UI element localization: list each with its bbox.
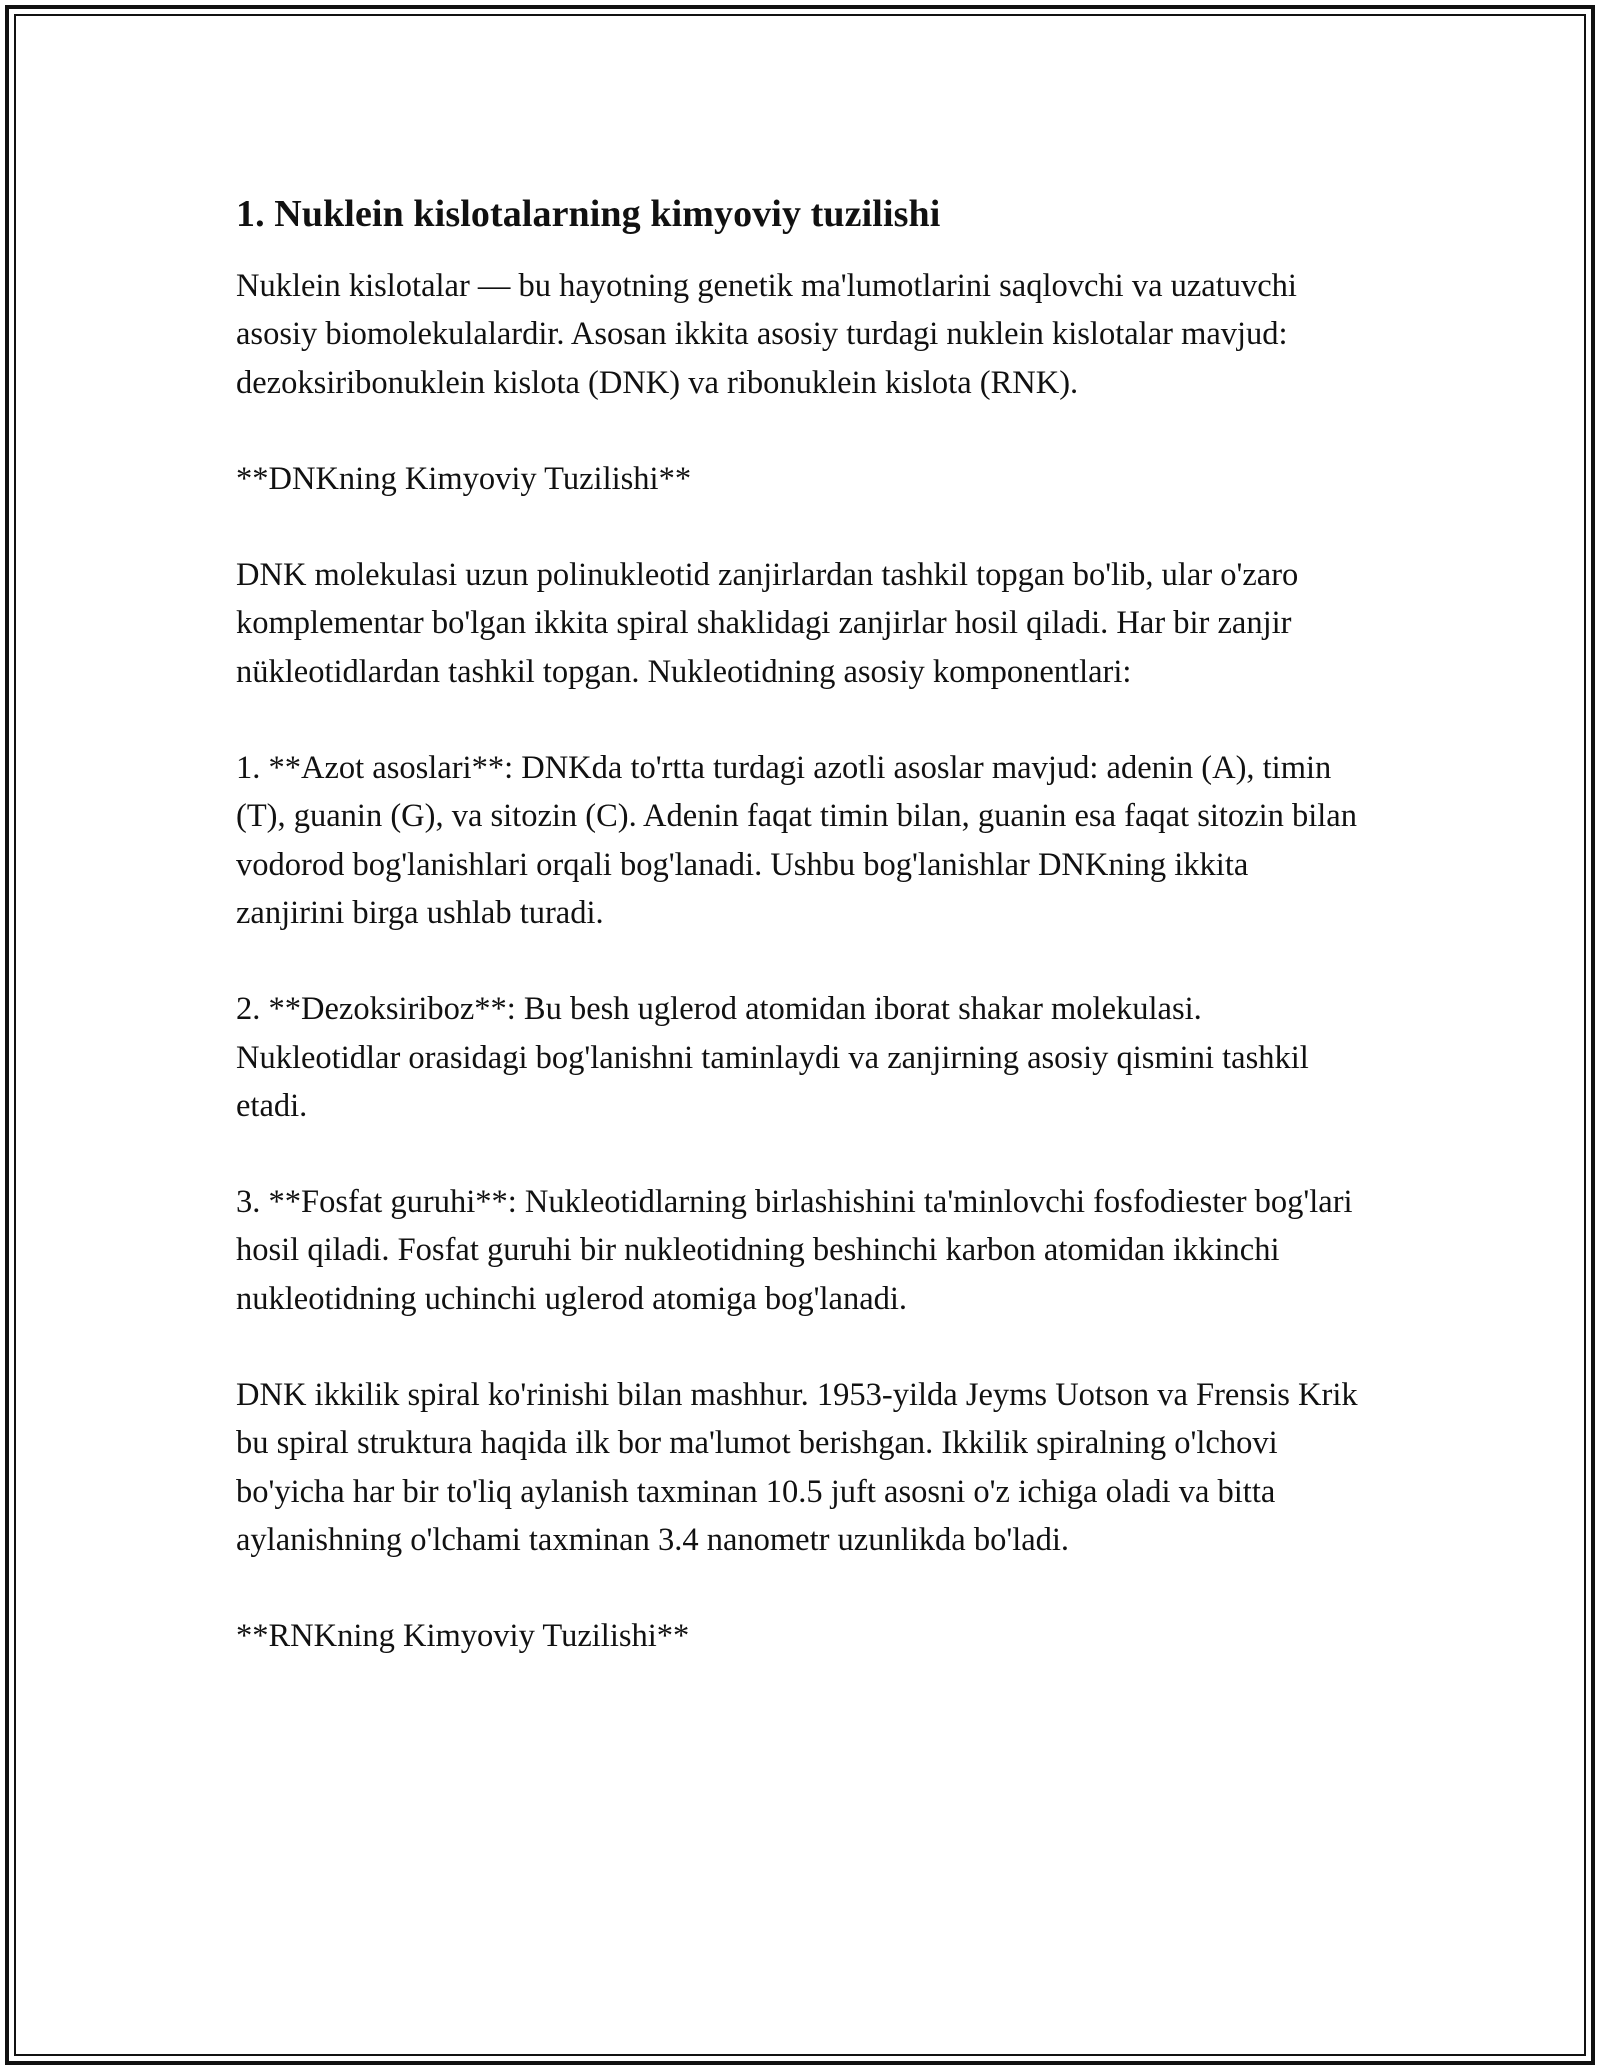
list-item-nitrogen-bases: 1. **Azot asoslari**: DNKda to'rtta turdagi azotli asoslar mavjud: adenin (A), timin (T), guanin (G), va sitozin (C). Adenin faqat timin bilan, guanin esa faqat sitozin bilan vodorod bog'lanishlari orqali bog'lanadi. Ushbu bog'lanishlar DNKning ikkita zanjirini birga ushlab turadi. bbox=[236, 750, 1357, 931]
section-title: 1. Nuklein kislotalarning kimyoviy tuzilishi bbox=[236, 193, 941, 235]
subheading-dnk: **DNKning Kimyoviy Tuzilishi** bbox=[236, 460, 692, 497]
paragraph-double-helix: DNK ikkilik spiral ko'rinishi bilan mashhur. 1953-yilda Jeyms Uotson va Frensis Krik bu spiral struktura haqida ilk bor ma'lumot berishgan. Ikkilik spiralning o'lchovi bo'yicha har bir to'liq aylanish taxminan 10.5 juft asosni o'z ichiga oladi va bitta aylanishning o'lchami taxminan 3.4 nanometr uzunlikda bo'ladi. bbox=[236, 1377, 1358, 1558]
subheading-rnk: **RNKning Kimyoviy Tuzilishi** bbox=[236, 1618, 690, 1655]
list-item-phosphate-group: 3. **Fosfat guruhi**: Nukleotidlarning birlashishini ta'minlovchi fosfodiester bog'lari hosil qiladi. Fosfat guruhi bir nukleotidning beshinchi karbon atomidan ikkinchi nukleotidning uchinchi uglerod atomiga bog'lanadi. bbox=[236, 1184, 1353, 1317]
paragraph-dnk-structure: DNK molekulasi uzun polinukleotid zanjirlardan tashkil topgan bo'lib, ular o'zaro komplementar bo'lgan ikkita spiral shaklidagi zanjirlar hosil qiladi. Har bir zanjir nükleotidlardan tashkil topgan. Nukleotidning asosiy komponentlari: bbox=[236, 557, 1299, 690]
paragraph-intro: Nuklein kislotalar — bu hayotning genetik ma'lumotlarini saqlovchi va uzatuvchi asosiy biomolekulalardir. Asosan ikkita asosiy turdagi nuklein kislotalar mavjud: dezoksiribonuklein kislota (DNK) va ribonuklein kislota (RNK). bbox=[236, 268, 1297, 401]
document-body bbox=[236, 186, 1361, 1661]
list-item-deoxyribose: 2. **Dezoksiriboz**: Bu besh uglerod atomidan iborat shakar molekulasi. Nukleotidlar orasidagi bog'lanishni taminlaydi va zanjirning asosiy qismini tashkil etadi. bbox=[236, 991, 1309, 1124]
